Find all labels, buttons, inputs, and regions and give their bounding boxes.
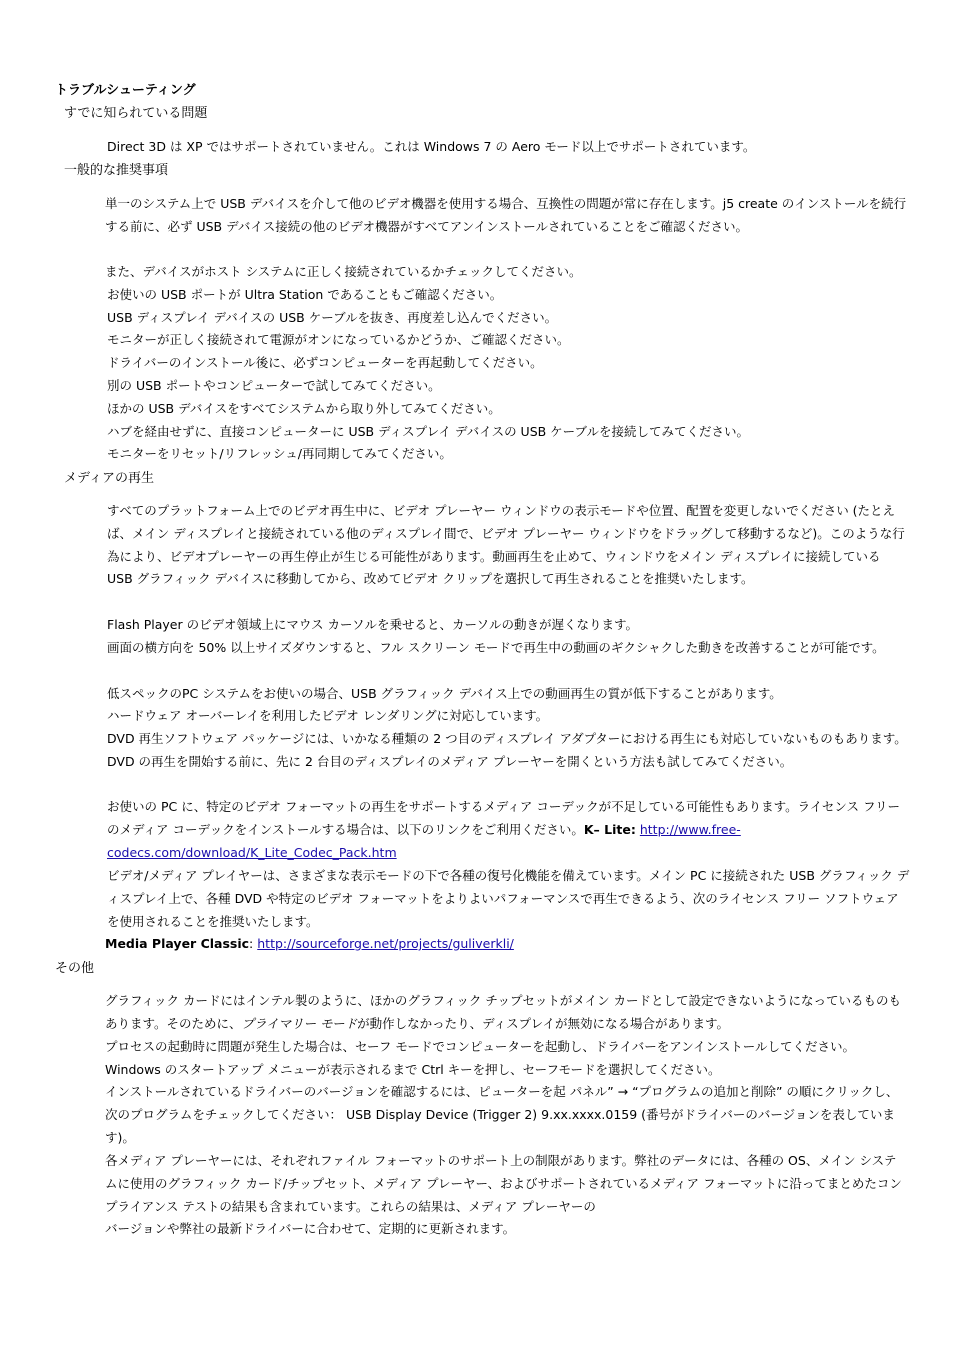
general-item: 別の USB ポートやコンピューターで試してみてください。	[107, 378, 441, 393]
general-item: また、デバイスがホスト システムに正しく接続されているかチェックしてください。	[105, 264, 582, 279]
codec-text: お使いの PC に、特定のビデオ フォーマットの再生をサポートするメディア コーデックが不足している可能性もあります。ライセンス フリーのメディア コーデックをインストールする場合は、以下のリンクをご利用ください。	[107, 799, 901, 837]
media-paragraph: 低スペックのPC システムをお使いの場合、USB グラフィック デバイス上での動画再生の質が低下することがあります。	[107, 686, 782, 701]
general-item: ハブを経由せずに、直接コンピューターに USB ディスプレイ デバイスの USB ケーブルを接続してみてください。	[107, 424, 750, 439]
klite-link-cont[interactable]: codecs.com/download/K_Lite_Codec_Pack.htm	[107, 844, 397, 860]
klite-label: K– Lite:	[583, 821, 636, 837]
other-text: グラフィック カードにはインテル製のように、ほかのグラフィック チップセットがメイン カードとして設定できないようになっているものもあります。そのために、	[105, 993, 902, 1031]
general-item: モニターが正しく接続されて電源がオンになっているかどうか、ご確認ください。	[107, 332, 570, 347]
general-item: お使いの USB ポートが Ultra Station であることもご確認ください。	[107, 287, 503, 302]
klite-link[interactable]: http://www.free-	[639, 821, 741, 837]
other-paragraph: 各メディア プレーヤーには、それぞれファイル フォーマットのサポート上の制限があります。弊社のデータには、各種の OS、メイン システムに使用のグラフィック カード/チップセット、メディア プレーヤー、およびサポートされているメディア フォーマットに沿ってまとめたコンプライアンス テストの結果も含まれています。これらの結果は、メディア プレーヤーの	[105, 1153, 902, 1214]
general-item: USB ディスプレイ デバイスの USB ケーブルを抜き、再度差し込んでください。	[107, 310, 558, 325]
other-heading: その他	[55, 961, 95, 976]
other-paragraph: バージョンや弊社の最新ドライバーに合わせて、定期的に更新されます。	[105, 1221, 516, 1236]
page-title: トラブルシューティング	[55, 83, 196, 98]
mpc-label: Media Player Classic	[105, 936, 250, 951]
media-paragraph: すべてのプラットフォーム上でのビデオ再生中に、ビデオ プレーヤー ウィンドウの表示モードや位置、配置を変更しないでください (たとえば、メイン ディスプレイと接続されている他のディスプレイ間で、ビデオ プレーヤー ウィンドウをドラッグして移動するなど)。このような行為により、ビデオプレーヤーの再生停止が生じる可能性があります。動画再生を止めて、ウィンドウをメイン ディスプレイに接続している USB グラフィック デバイスに移動してから、改めてビデオ クリップを選択して再生されることを推奨いたします。	[107, 503, 905, 587]
media-paragraph: Flash Player のビデオ領域上にマウス カーソルを乗せると、カーソルの動きが遅くなります。	[107, 617, 638, 632]
media-paragraph: ビデオ/メディア プレイヤーは、さまざまな表示モードの下で各種の復号化機能を備えています。メイン PC に接続された USB グラフィック ディスプレイ上で、各種 DVD や特定のビデオ フォーマットをよりよいパフォーマンスで再生できるよう、次のライセンス フリー ソフトウェアを使用されることを推奨いたします。	[107, 868, 910, 929]
other-text: が動作しなかったり、ディスプレイが無効になる場合があります。	[357, 1015, 730, 1031]
general-heading: 一般的な推奨事項	[64, 163, 169, 178]
media-heading: メディアの再生	[64, 471, 154, 486]
other-paragraph: プロセスの起動時に問題が発生した場合は、セーフ モードでコンピューターを起動し、ドライバーをアンインストールしてください。Windows のスタートアップ メニューが表示されるまで Ctrl キーを押し、セーフモードを選択してください。	[105, 1039, 855, 1077]
other-paragraph: インストールされているドライバーのバージョンを確認するには、ピューターを起 パネル” → “プログラムの追加と削除” の順にクリックし、次のプログラムをチェックしてください： USB Display Device (Trigger 2) 9.xx.xxxx.0159 (番号がドライバーのバージョンを表しています)。	[105, 1084, 899, 1145]
media-paragraph: ハードウェア オーバーレイを利用したビデオ レンダリングに対応しています。	[107, 708, 549, 723]
mpc-link[interactable]: http://sourceforge.net/projects/guliverkli/	[257, 936, 514, 951]
mpc-colon: :	[249, 936, 254, 951]
known-issues-heading: すでに知られている問題	[64, 106, 208, 121]
general-intro: 単一のシステム上で USB デバイスを介して他のビデオ機器を使用する場合、互換性の問題が常に存在します。j5 create のインストールを続行する前に、必ず USB デバイス接続の他のビデオ機器がすべてアンインストールされていることをご確認ください。	[105, 196, 907, 234]
mpc-line	[105, 933, 908, 956]
known-issues-text: Direct 3D は XP ではサポートされていません。これは Windows 7 の Aero モード以上でサポートされています。	[107, 139, 756, 154]
general-item: モニターをリセット/リフレッシュ/再同期してみてください。	[107, 446, 452, 461]
primary-mode-text: プライマリー モード	[241, 1015, 358, 1031]
general-item: ほかの USB デバイスをすべてシステムから取り外してみてください。	[107, 401, 501, 416]
other-paragraph	[105, 990, 908, 1036]
media-paragraph: DVD 再生ソフトウェア パッケージには、いかなる種類の 2 つ目のディスプレイ アダプターにおける再生にも対応していないものもあります。DVD の再生を開始する前に、先に 2 台目のディスプレイのメディア プレーヤーを開くという方法も試してみてください。	[107, 731, 907, 769]
media-paragraph: 画面の横方向を 50% 以上サイズダウンすると、フル スクリーン モードで再生中の動画のギクシャクした動きを改善することが可能です。	[107, 640, 885, 655]
general-item: ドライバーのインストール後に、必ずコンピューターを再起動してください。	[107, 355, 543, 370]
codec-paragraph	[107, 796, 910, 864]
